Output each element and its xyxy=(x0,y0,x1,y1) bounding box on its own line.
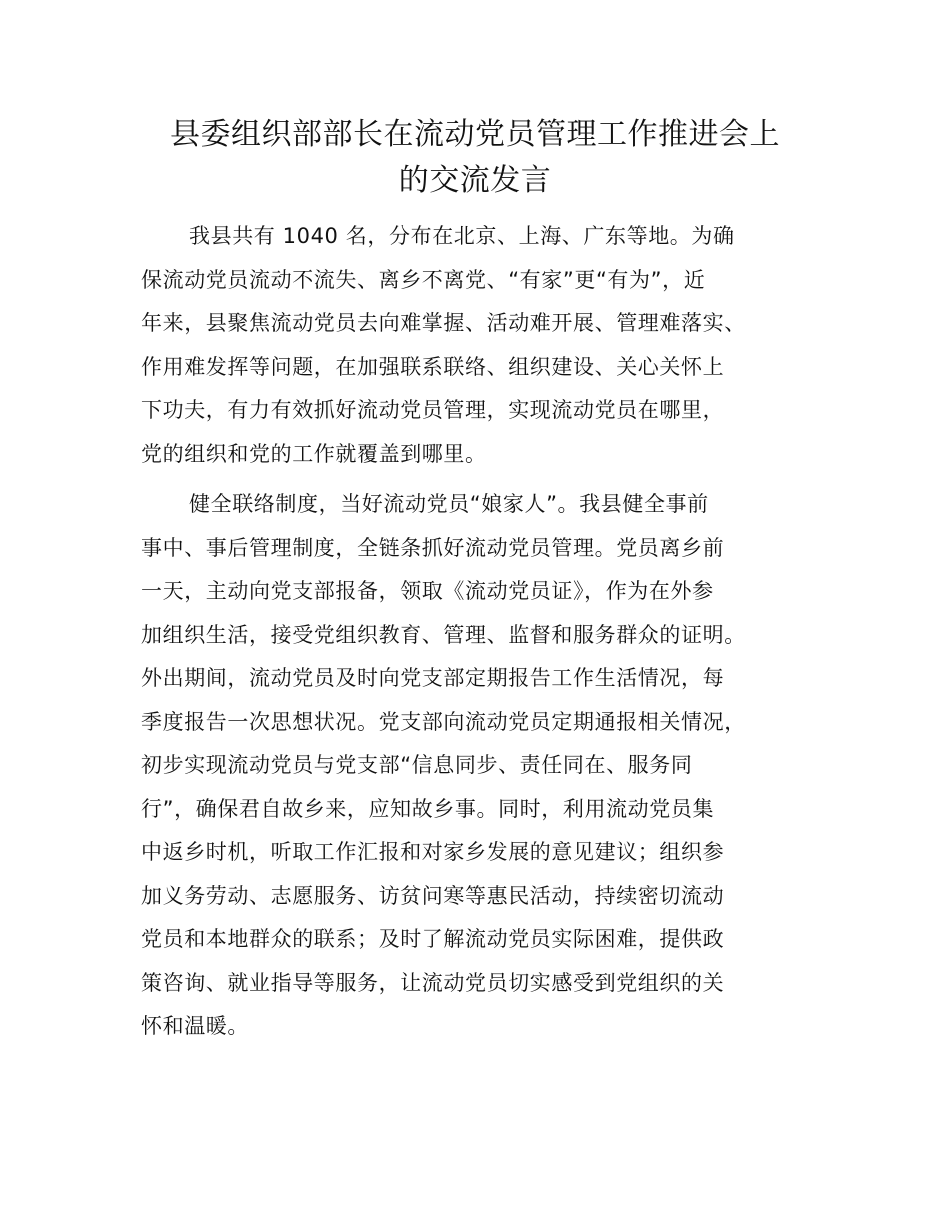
paragraph-line: 事中、事后管理制度，全链条抓好流动党员管理。党员离乡前 xyxy=(141,535,725,560)
paragraph-line: 保流动党员流动不流失、离乡不离党、“有家”更“有为”，近 xyxy=(141,267,706,292)
document-title xyxy=(120,112,830,204)
paragraph-1 xyxy=(141,215,746,476)
paragraph-line: 季度报告一次思想状况。党支部向流动党员定期通报相关情况， xyxy=(141,709,746,734)
paragraph-line: 党的组织和党的工作就覆盖到哪里。 xyxy=(141,441,487,466)
paragraph-line: 加组织生活，接受党组织教育、管理、监督和服务群众的证明。 xyxy=(141,622,746,647)
paragraph-line: 我县共有 1040 名，分布在北京、上海、广东等地。为确 xyxy=(189,224,735,248)
paragraph-line: 行”，确保君自故乡来，应知故乡事。同时，利用流动党员集 xyxy=(141,796,715,821)
paragraph-line: 一天，主动向党支部报备，领取《流动党员证》，作为在外参 xyxy=(141,579,714,603)
paragraph-line: 中返乡时机，听取工作汇报和对家乡发展的意见建议；组织参 xyxy=(141,840,725,864)
paragraph-line: 策咨询、就业指导等服务，让流动党员切实感受到党组织的关 xyxy=(141,970,725,995)
paragraph-line: 初步实现流动党员与党支部“信息同步、责任同在、服务同 xyxy=(141,753,693,777)
paragraph-line: 健全联络制度，当好流动党员“娘家人”。我县健全事前 xyxy=(189,492,709,516)
title-line: 县委组织部部长在流动党员管理工作推进会上 xyxy=(170,117,780,152)
paragraph-line: 怀和温暖。 xyxy=(141,1014,249,1038)
paragraph-line: 下功夫，有力有效抓好流动党员管理，实现流动党员在哪里， xyxy=(141,398,725,422)
title-line: 的交流发言 xyxy=(398,163,552,198)
paragraph-line: 加义务劳动、志愿服务、访贫问寒等惠民活动，持续密切流动 xyxy=(141,883,725,908)
paragraph-line: 党员和本地群众的联系；及时了解流动党员实际困难，提供政 xyxy=(141,927,725,951)
paragraph-line: 作用难发挥等问题，在加强联系联络、组织建设、关心关怀上 xyxy=(141,354,725,379)
paragraph-line: 外出期间，流动党员及时向党支部定期报告工作生活情况，每 xyxy=(141,666,725,690)
paragraph-2 xyxy=(141,483,746,1049)
paragraph-line: 年来，县聚焦流动党员去向难掌握、活动难开展、管理难落实、 xyxy=(141,311,746,335)
